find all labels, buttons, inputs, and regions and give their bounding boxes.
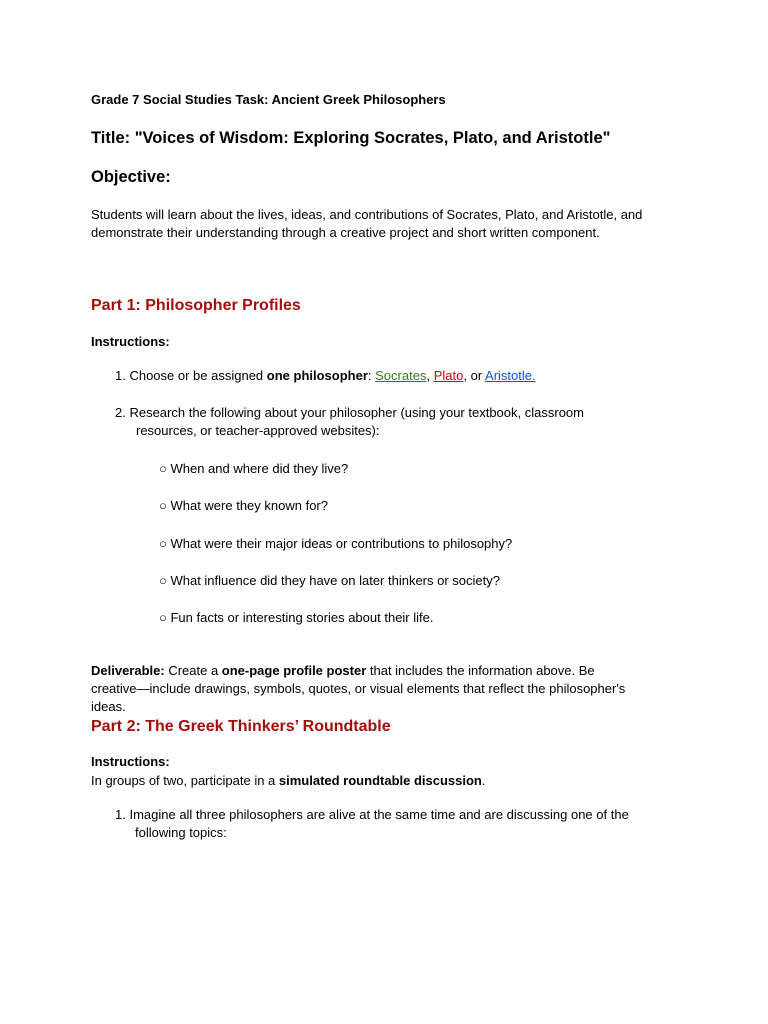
step1-or: , or xyxy=(463,368,486,383)
step1-comma: , xyxy=(426,368,431,383)
bullet-item: ○ Fun facts or interesting stories about their life. xyxy=(159,610,434,625)
part2-intro xyxy=(91,773,486,790)
deliverable-text-1: Create a xyxy=(164,663,222,678)
part1-instructions-label: Instructions: xyxy=(91,334,170,349)
part1-heading: Part 1: Philosopher Profiles xyxy=(91,297,301,314)
aristotle-link[interactable]: Aristotle. xyxy=(485,368,536,383)
objective-line-1: Students will learn about the lives, ideas, and contributions of Socrates, Plato, and Aristotle, and xyxy=(91,207,643,222)
step1-prefix: 1. Choose or be assigned xyxy=(115,368,267,383)
bullet-item: ○ What were their major ideas or contributions to philosophy? xyxy=(159,536,513,551)
deliverable-line-3: ideas. xyxy=(91,699,126,714)
bullet-item: ○ What were they known for? xyxy=(159,498,328,513)
objective-line-2: demonstrate their understanding through a creative project and short written component. xyxy=(91,225,600,240)
part2-instructions-label: Instructions: xyxy=(91,754,170,769)
part1-step-1 xyxy=(115,368,536,385)
deliverable-label: Deliverable: xyxy=(91,663,165,678)
socrates-link[interactable]: Socrates xyxy=(375,368,427,383)
part2-intro-prefix: In groups of two, participate in a xyxy=(91,773,279,788)
part2-step-1-line-2: following topics: xyxy=(135,825,227,840)
step1-colon: : xyxy=(367,368,376,383)
deliverable-bold: one-page profile poster xyxy=(221,663,367,678)
plato-link[interactable]: Plato xyxy=(433,368,464,383)
part1-step-2-line-1: 2. Research the following about your philosopher (using your textbook, classroom xyxy=(115,405,584,420)
part2-step-1-line-1: 1. Imagine all three philosophers are alive at the same time and are discussing one of the xyxy=(115,807,629,822)
bullet-item: ○ When and where did they live? xyxy=(159,461,349,476)
part2-heading: Part 2: The Greek Thinkers’ Roundtable xyxy=(91,718,391,735)
part2-intro-suffix: . xyxy=(481,773,486,788)
page-title: Title: "Voices of Wisdom: Exploring Socrates, Plato, and Aristotle" xyxy=(91,129,611,147)
deliverable-text-2: that includes the information above. Be xyxy=(366,663,595,678)
deliverable-line-1 xyxy=(91,663,595,680)
deliverable-line-2: creative—include drawings, symbols, quotes, or visual elements that reflect the philosopher's xyxy=(91,681,626,696)
part1-step-2-line-2: resources, or teacher-approved websites): xyxy=(136,423,380,438)
document-header: Grade 7 Social Studies Task: Ancient Greek Philosophers xyxy=(91,92,446,107)
part2-intro-bold: simulated roundtable discussion xyxy=(278,773,482,788)
objective-heading: Objective: xyxy=(91,168,171,186)
step1-bold: one philosopher xyxy=(266,368,368,383)
bullet-item: ○ What influence did they have on later thinkers or society? xyxy=(159,573,500,588)
